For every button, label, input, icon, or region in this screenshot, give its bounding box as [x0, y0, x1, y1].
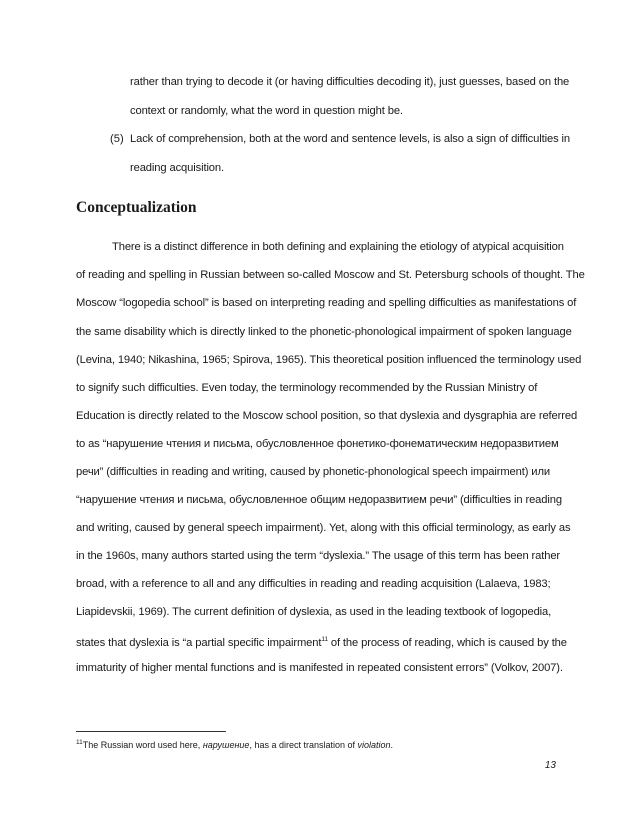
paragraph-line: of reading and spelling in Russian between so-called Moscow and St. Petersburg schools of thought. The	[76, 269, 585, 281]
footnote-text: .	[390, 740, 394, 750]
paragraph-line: Liapidevskii, 1969). The current definition of dyslexia, as used in the leading textbook of logopedia,	[76, 606, 552, 618]
paragraph-line: and writing, caused by general speech impairment). Yet, along with this official terminology, as early as	[76, 522, 571, 534]
paragraph-line: immaturity of higher mental functions and is manifested in repeated consistent errors” (Volkov, 2007).	[76, 662, 563, 674]
list-item-number-5: (5)	[110, 133, 124, 145]
paragraph-line: to signify such difficulties. Even today, the terminology recommended by the Russian Ministry of	[76, 382, 538, 394]
paragraph-line: the same disability which is directly linked to the phonetic-phonological impairment of spoken language	[76, 326, 572, 338]
section-heading: Conceptualization	[76, 199, 197, 216]
paragraph-line: broad, with a reference to all and any difficulties in reading and reading acquisition (Lalaeva, 1983;	[76, 578, 551, 590]
paragraph-line: “нарушение чтения и письма, обусловленное общим недоразвитием речи” (difficulties in reading	[76, 494, 562, 506]
paragraph-line: in the 1960s, many authors started using the term “dyslexia.” The usage of this term has been rather	[76, 550, 561, 562]
paragraph-line: речи” (difficulties in reading and writing, caused by phonetic-phonological speech impairment) или	[76, 466, 550, 478]
footnote-text: , has a direct translation of	[249, 740, 358, 750]
paragraph-text: states that dyslexia is “a partial specific impairment	[76, 637, 322, 649]
footnote	[76, 737, 393, 751]
paragraph-line: to as “нарушение чтения и письма, обусловленное фонетико-фонематическим недоразвитием	[76, 438, 559, 450]
list-item-5-line-1: Lack of comprehension, both at the word and sentence levels, is also a sign of difficulties in	[130, 133, 571, 145]
list-continuation-line-2: context or randomly, what the word in question might be.	[130, 105, 403, 117]
footnote-reference[interactable]: 11	[321, 636, 328, 643]
paragraph-line: Education is directly related to the Moscow school position, so that dyslexia and dysgraphia are referred	[76, 410, 578, 422]
paragraph-text: of the process of reading, which is caused by the	[327, 637, 567, 649]
list-item-5-line-2: reading acquisition.	[130, 162, 224, 174]
footnote-separator	[76, 731, 226, 732]
page-number: 13	[544, 760, 556, 771]
paragraph-line: There is a distinct difference in both defining and explaining the etiology of atypical acquisition	[112, 241, 564, 253]
footnote-translation: violation	[357, 740, 391, 750]
paragraph-line-with-footnote	[76, 633, 567, 650]
list-continuation-line-1: rather than trying to decode it (or having difficulties decoding it), just guesses, based on the	[130, 76, 570, 88]
footnote-text: The Russian word used here,	[82, 740, 203, 750]
paragraph-line: Moscow “logopedia school” is based on interpreting reading and spelling difficulties as manifestations of	[76, 297, 577, 309]
paragraph-line: (Levina, 1940; Nikashina, 1965; Spirova, 1965). This theoretical position influenced the terminology used	[76, 354, 582, 366]
footnote-mark: 11	[76, 739, 83, 746]
footnote-russian-term: нарушение	[202, 740, 250, 750]
